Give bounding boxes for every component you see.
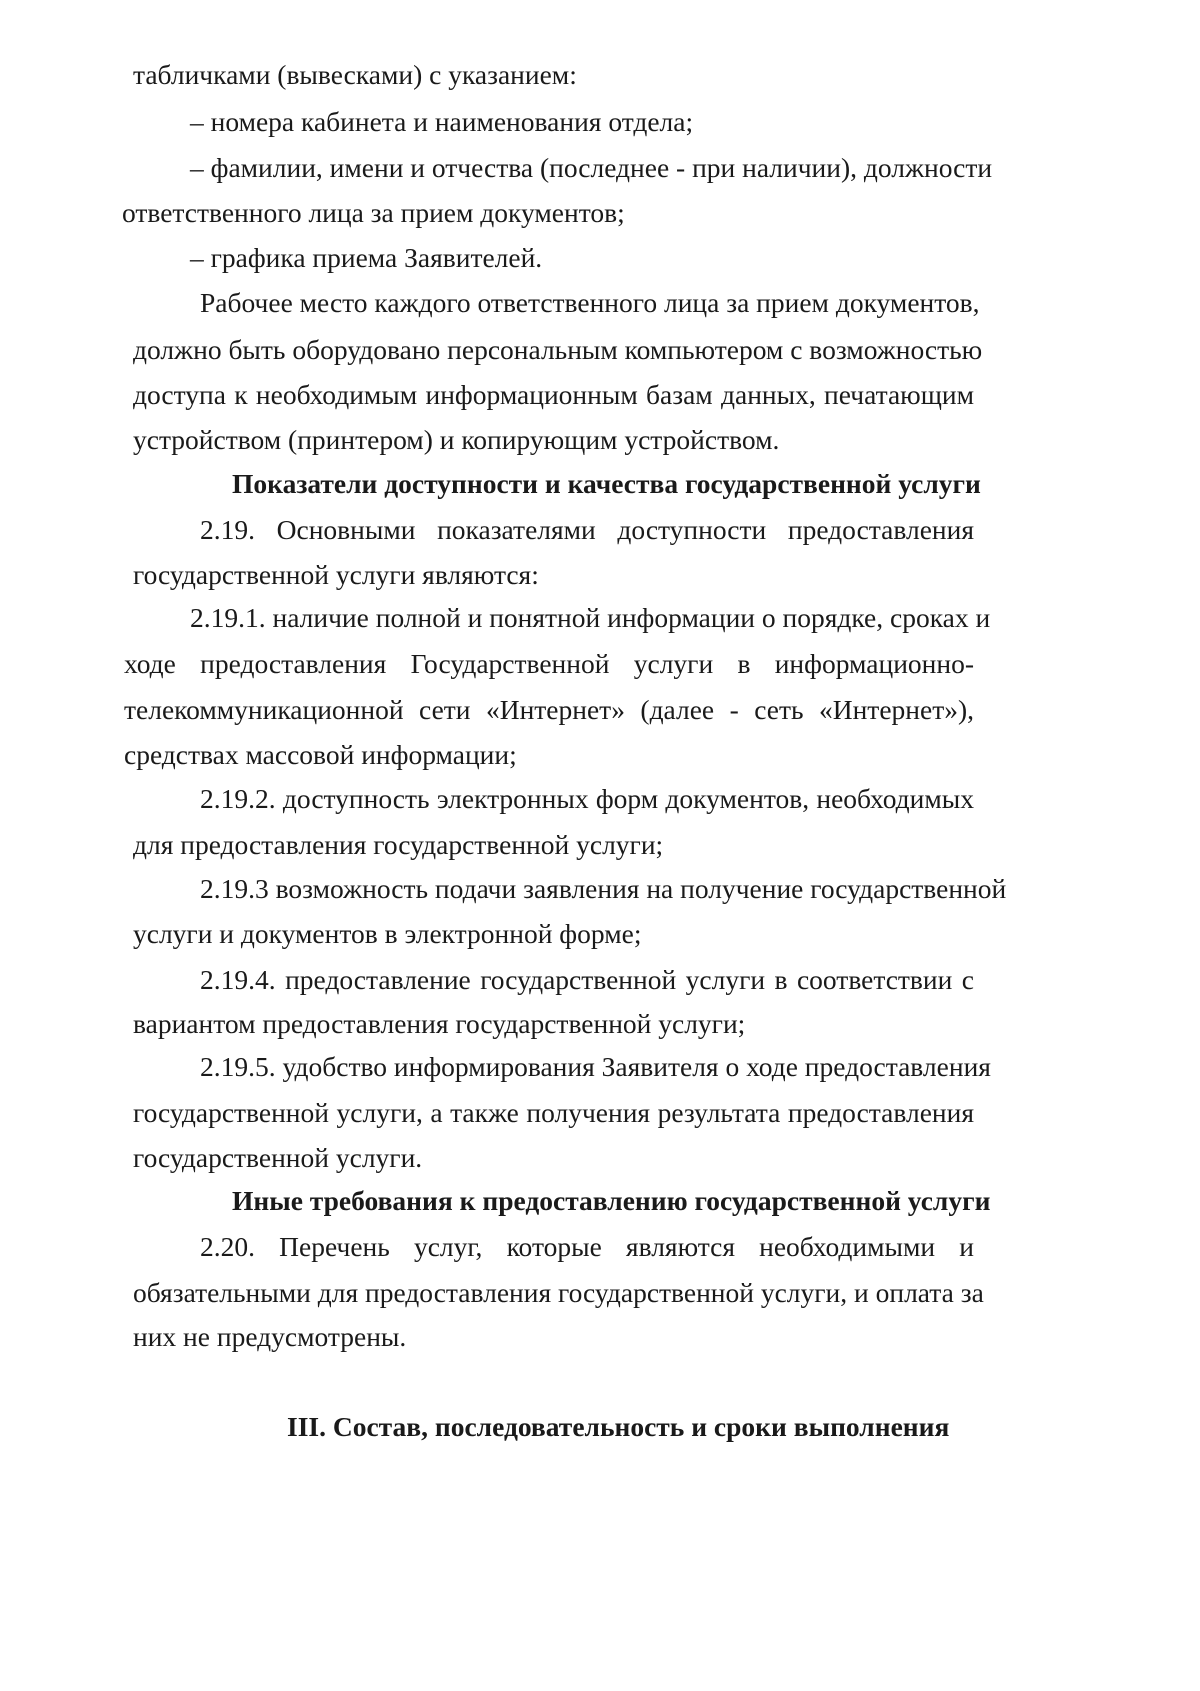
text-line: государственной услуги, а также получения результата предоставления [133,1097,974,1128]
text-line: услуги и документов в электронной форме; [133,918,642,949]
text-line: обязательными для предоставления государственной услуги, и оплата за [133,1277,984,1308]
chapter-heading: III. Состав, последовательность и сроки выполнения [287,1411,950,1442]
text-line: них не предусмотрены. [133,1321,407,1352]
text-line: 2.19.5. удобство информирования Заявителя о ходе предоставления [200,1051,991,1082]
text-line: должно быть оборудовано персональным компьютером с возможностью [133,334,983,365]
text-line: государственной услуги. [133,1142,423,1173]
section-heading: Иные требования к предоставлению государственной услуги [232,1185,991,1216]
text-line: устройством (принтером) и копирующим устройством. [133,424,780,455]
text-line: для предоставления государственной услуги; [133,829,664,860]
text-line: 2.19.1. наличие полной и понятной информации о порядке, сроках и [190,602,991,633]
text-line: вариантом предоставления государственной услуги; [133,1008,746,1039]
text-line: 2.20. Перечень услуг, которые являются необходимыми и [200,1231,974,1262]
text-line: доступа к необходимым информационным базам данных, печатающим [133,379,974,410]
text-line: ответственного лица за прием документов; [122,197,625,228]
text-line: Рабочее место каждого ответственного лица за прием документов, [200,287,980,318]
section-heading: Показатели доступности и качества государственной услуги [232,468,981,499]
text-line: средствах массовой информации; [124,739,517,770]
text-line: 2.19.4. предоставление государственной услуги в соответствии с [200,964,974,995]
text-line: 2.19.3 возможность подачи заявления на получение государственной [200,873,1007,904]
list-item: – фамилии, имени и отчества (последнее - при наличии), должности [190,152,993,183]
text-line: телекоммуникационной сети «Интернет» (далее - сеть «Интернет»), [124,694,974,725]
list-item: – номера кабинета и наименования отдела; [190,106,694,137]
text-line: табличками (вывесками) с указанием: [133,59,577,90]
text-line: ходе предоставления Государственной услуги в информационно- [124,648,974,679]
text-line: 2.19.2. доступность электронных форм документов, необходимых [200,783,974,814]
text-line: 2.19. Основными показателями доступности предоставления [200,514,974,545]
list-item: – графика приема Заявителей. [190,242,543,273]
text-line: государственной услуги являются: [133,559,539,590]
